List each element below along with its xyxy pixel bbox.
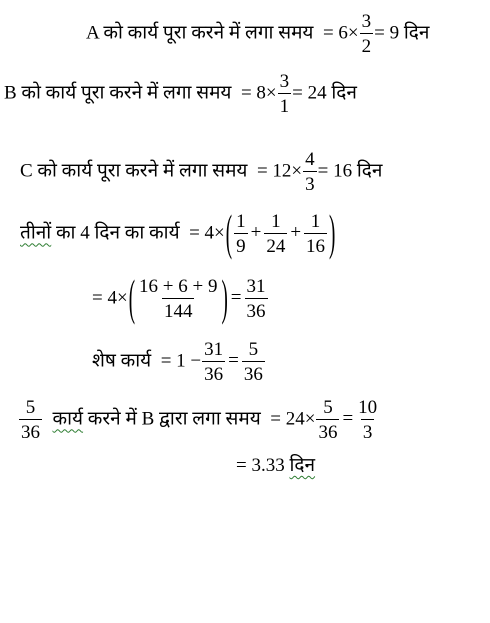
label-word: तीनों bbox=[20, 222, 52, 244]
label: B को कार्य पूरा करने में लगा समय bbox=[4, 82, 232, 104]
fraction bbox=[202, 340, 225, 384]
fraction-1 bbox=[234, 212, 248, 256]
equals-mult: = 8× bbox=[240, 82, 277, 104]
denominator: 9 bbox=[234, 233, 248, 256]
line-four-day-work bbox=[20, 206, 336, 262]
line-final-answer bbox=[236, 456, 315, 475]
equals: = bbox=[230, 287, 242, 309]
line-remaining bbox=[92, 340, 266, 384]
equals-value: = 3.33 bbox=[236, 455, 285, 476]
numerator: 31 bbox=[246, 276, 266, 297]
numerator: 1 bbox=[271, 211, 281, 232]
denominator: 36 bbox=[316, 419, 339, 442]
numerator: 3 bbox=[361, 11, 372, 32]
denominator: 36 bbox=[245, 298, 268, 321]
numerator: 16 + 6 + 9 bbox=[139, 276, 218, 297]
left-paren: ( bbox=[225, 206, 233, 262]
denominator: 16 bbox=[304, 233, 327, 256]
result: = 9 दिन bbox=[374, 22, 430, 44]
denominator: 144 bbox=[162, 298, 195, 321]
result-fraction bbox=[356, 398, 379, 442]
right-paren: ) bbox=[221, 271, 228, 327]
fraction-2 bbox=[264, 212, 287, 256]
fraction bbox=[303, 150, 317, 194]
numerator: 10 bbox=[358, 397, 378, 418]
numerator: 5 bbox=[25, 397, 36, 418]
equals: = bbox=[228, 350, 239, 372]
fraction bbox=[360, 12, 374, 56]
left-paren: ( bbox=[128, 271, 136, 327]
equals-minus: = 1 − bbox=[160, 350, 202, 372]
label-word: कार्य bbox=[52, 408, 84, 430]
numerator: 31 bbox=[204, 339, 224, 360]
label-rest: का 4 दिन का कार्य bbox=[55, 222, 180, 244]
numerator: 3 bbox=[279, 71, 290, 92]
fraction bbox=[278, 72, 292, 116]
fraction bbox=[316, 398, 339, 442]
result: = 24 दिन bbox=[292, 82, 357, 104]
line-b-remaining-time bbox=[18, 398, 380, 442]
numerator: 5 bbox=[323, 397, 333, 418]
label: शेष कार्य bbox=[92, 350, 152, 372]
plus: + bbox=[290, 222, 302, 244]
numerator: 1 bbox=[310, 211, 321, 232]
leading-fraction bbox=[19, 398, 42, 442]
unit: दिन bbox=[289, 455, 316, 476]
denominator: 2 bbox=[360, 33, 374, 56]
label: C को कार्य पूरा करने में लगा समय bbox=[20, 160, 248, 182]
denominator: 36 bbox=[242, 361, 265, 384]
result: = 16 दिन bbox=[317, 160, 383, 182]
denominator: 24 bbox=[264, 233, 287, 256]
line-b-time bbox=[4, 72, 357, 116]
equals-mult: = 4× bbox=[92, 287, 128, 309]
numerator: 1 bbox=[236, 211, 246, 232]
label: करने में B द्वारा लगा समय bbox=[87, 408, 261, 430]
line-a-time bbox=[86, 12, 429, 56]
equals-mult: = 6× bbox=[322, 22, 359, 44]
denominator: 1 bbox=[278, 93, 292, 116]
numerator: 5 bbox=[248, 339, 259, 360]
denominator: 3 bbox=[361, 419, 375, 442]
result-fraction bbox=[242, 340, 265, 384]
label: A को कार्य पूरा करने में लगा समय bbox=[86, 22, 314, 44]
denominator: 3 bbox=[303, 171, 317, 194]
fraction bbox=[137, 277, 219, 321]
line-sum bbox=[92, 271, 269, 327]
equals-mult: = 4× bbox=[189, 222, 225, 244]
numerator: 4 bbox=[305, 149, 315, 170]
equals-mult: = 24× bbox=[270, 408, 316, 430]
equals-mult: = 12× bbox=[256, 160, 303, 182]
fraction-3 bbox=[304, 212, 327, 256]
plus: + bbox=[250, 222, 262, 244]
denominator: 36 bbox=[19, 419, 42, 442]
denominator: 36 bbox=[202, 361, 225, 384]
line-c-time bbox=[20, 150, 382, 194]
result-fraction bbox=[245, 277, 268, 321]
right-paren: ) bbox=[329, 206, 336, 262]
equals: = bbox=[342, 408, 354, 430]
